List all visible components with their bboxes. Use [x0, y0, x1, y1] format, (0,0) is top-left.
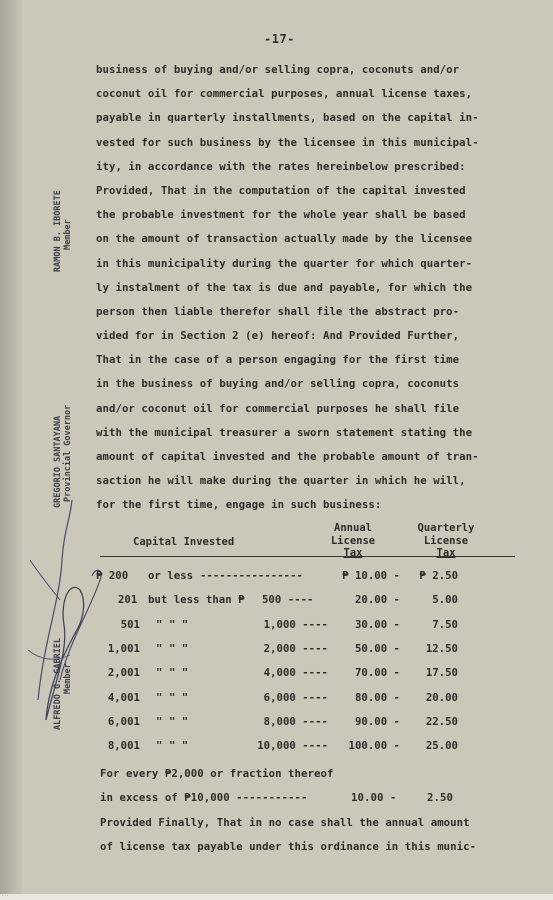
annual-tax: 50.00 -	[354, 641, 400, 655]
body-line: vested for such business by the licensee in this municipal-	[96, 135, 479, 149]
body-line: Provided, That in the computation of the capital invested	[96, 183, 466, 197]
excess-annual: 10.00 -	[351, 791, 397, 805]
capital-upper: 1,000 ----	[263, 617, 328, 631]
body-line: That in the case of a person engaging for the first time	[96, 353, 460, 367]
header-annual-license-tax: Annual License Tax	[330, 522, 376, 559]
closing-line: For every ₱2,000 or fraction thereof	[100, 767, 334, 780]
header-capital-invested: Capital Invested	[133, 536, 235, 548]
page-number: -17-	[264, 32, 295, 46]
capital-lower: 1,001	[107, 641, 140, 655]
table-row	[0, 590, 553, 610]
body-line: with the municipal treasurer a sworn statement stating the	[96, 425, 473, 439]
capital-lower: 2,001	[107, 666, 140, 680]
quarterly-tax: 12.50	[425, 641, 458, 655]
header-quarterly-license-tax: Quarterly License Tax	[417, 522, 475, 559]
closing-line: of license tax payable under this ordinance in this munic-	[100, 839, 477, 853]
scan-footer-strip: · · ·	[0, 894, 553, 900]
closing-paragraph	[100, 762, 520, 859]
capital-lower: 6,001	[107, 714, 140, 728]
annual-tax: 90.00 -	[354, 714, 400, 728]
quarterly-tax: 17.50	[425, 666, 458, 680]
annual-tax: 100.00 -	[348, 739, 400, 753]
signature-title: Provincial Governor	[63, 404, 73, 502]
capital-connector: " " "	[156, 641, 189, 655]
quarterly-tax: 25.00	[425, 739, 458, 753]
closing-line: Provided Finally, That in no case shall the annual amount	[100, 815, 470, 829]
body-line: payable in quarterly installments, based on the capital in-	[96, 111, 479, 125]
header-rule	[100, 556, 515, 557]
annual-tax: 70.00 -	[354, 666, 400, 680]
signature-title: Member	[63, 663, 73, 694]
body-line: amount of capital invested and the probable amount of tran-	[96, 450, 479, 463]
annual-tax: ₱ 10.00 -	[342, 569, 400, 582]
capital-upper: 2,000 ----	[263, 641, 328, 655]
body-line: on the amount of transaction actually made by the licensee	[96, 232, 473, 246]
quarterly-tax: 5.00	[432, 593, 458, 607]
capital-upper: 8,000 ----	[263, 714, 328, 728]
capital-connector: " " "	[156, 666, 189, 680]
table-row	[0, 688, 553, 708]
capital-lower: ₱ 200	[96, 569, 129, 582]
body-paragraph	[96, 58, 516, 518]
quarterly-tax: ₱ 2.50	[419, 569, 458, 582]
capital-connector: but less than ₱	[148, 593, 245, 607]
table-row	[0, 615, 553, 635]
body-line: the probable investment for the whole year shall be based	[96, 208, 466, 222]
body-line: saction he will make during the quarter in which he will,	[96, 474, 466, 488]
signature-name: GREGORIO SANTAYANA	[53, 415, 63, 508]
capital-upper: 500 ----	[262, 593, 314, 607]
capital-connector: " " "	[156, 739, 189, 753]
capital-lower: 4,001	[107, 690, 140, 704]
body-line: in the business of buying and/or selling copra, coconuts	[96, 377, 460, 391]
signature-name: ALFREDO G. GABRIEL	[53, 637, 63, 730]
capital-upper: 4,000 ----	[263, 666, 328, 680]
table-row	[0, 566, 553, 586]
capital-upper: 10,000 ----	[257, 739, 328, 753]
body-line: ly instalment of the tax is due and payable, for which the	[96, 280, 473, 294]
table-row	[0, 712, 553, 732]
quarterly-tax: 22.50	[425, 714, 458, 728]
annual-tax: 20.00 -	[354, 593, 400, 607]
capital-lower: 201	[118, 593, 138, 607]
body-line: vided for in Section 2 (e) hereof: And Provided Further,	[96, 329, 460, 343]
table-row	[0, 663, 553, 683]
dash-leader: ----------------	[200, 569, 303, 582]
annual-tax: 30.00 -	[354, 617, 400, 631]
capital-lower: 8,001	[107, 739, 140, 753]
body-line: business of buying and/or selling copra, coconuts and/or	[96, 63, 460, 76]
table-row	[0, 639, 553, 659]
capital-connector: " " "	[156, 617, 189, 631]
capital-upper: 6,000 ----	[263, 690, 328, 704]
capital-connector: " " "	[156, 714, 189, 728]
table-row	[0, 736, 553, 756]
annual-tax: 80.00 -	[354, 690, 400, 704]
signature-title: Member	[63, 219, 73, 250]
body-line: and/or coconut oil for commercial purposes he shall file	[96, 401, 460, 415]
capital-lower: 501	[120, 617, 140, 631]
quarterly-tax: 7.50	[432, 617, 458, 631]
capital-connector: or less	[148, 569, 194, 582]
body-line: person then liable therefor shall file the abstract pro-	[96, 304, 460, 318]
body-line: for the first time, engage in such business:	[96, 498, 382, 512]
body-line: in this municipality during the quarter for which quarter-	[96, 256, 473, 270]
quarterly-tax: 20.00	[425, 690, 458, 704]
capital-connector: " " "	[156, 690, 189, 704]
closing-line: in excess of ₱10,000 ----------- 10.00 - 2.50	[100, 786, 520, 810]
signature-name: RAMON B. IBORETE	[53, 190, 63, 272]
body-line: coconut oil for commercial purposes, annual license taxes,	[96, 87, 473, 101]
excess-quarterly: 2.50	[427, 791, 453, 805]
body-line: ity, in accordance with the rates hereinbelow prescribed:	[96, 159, 466, 173]
